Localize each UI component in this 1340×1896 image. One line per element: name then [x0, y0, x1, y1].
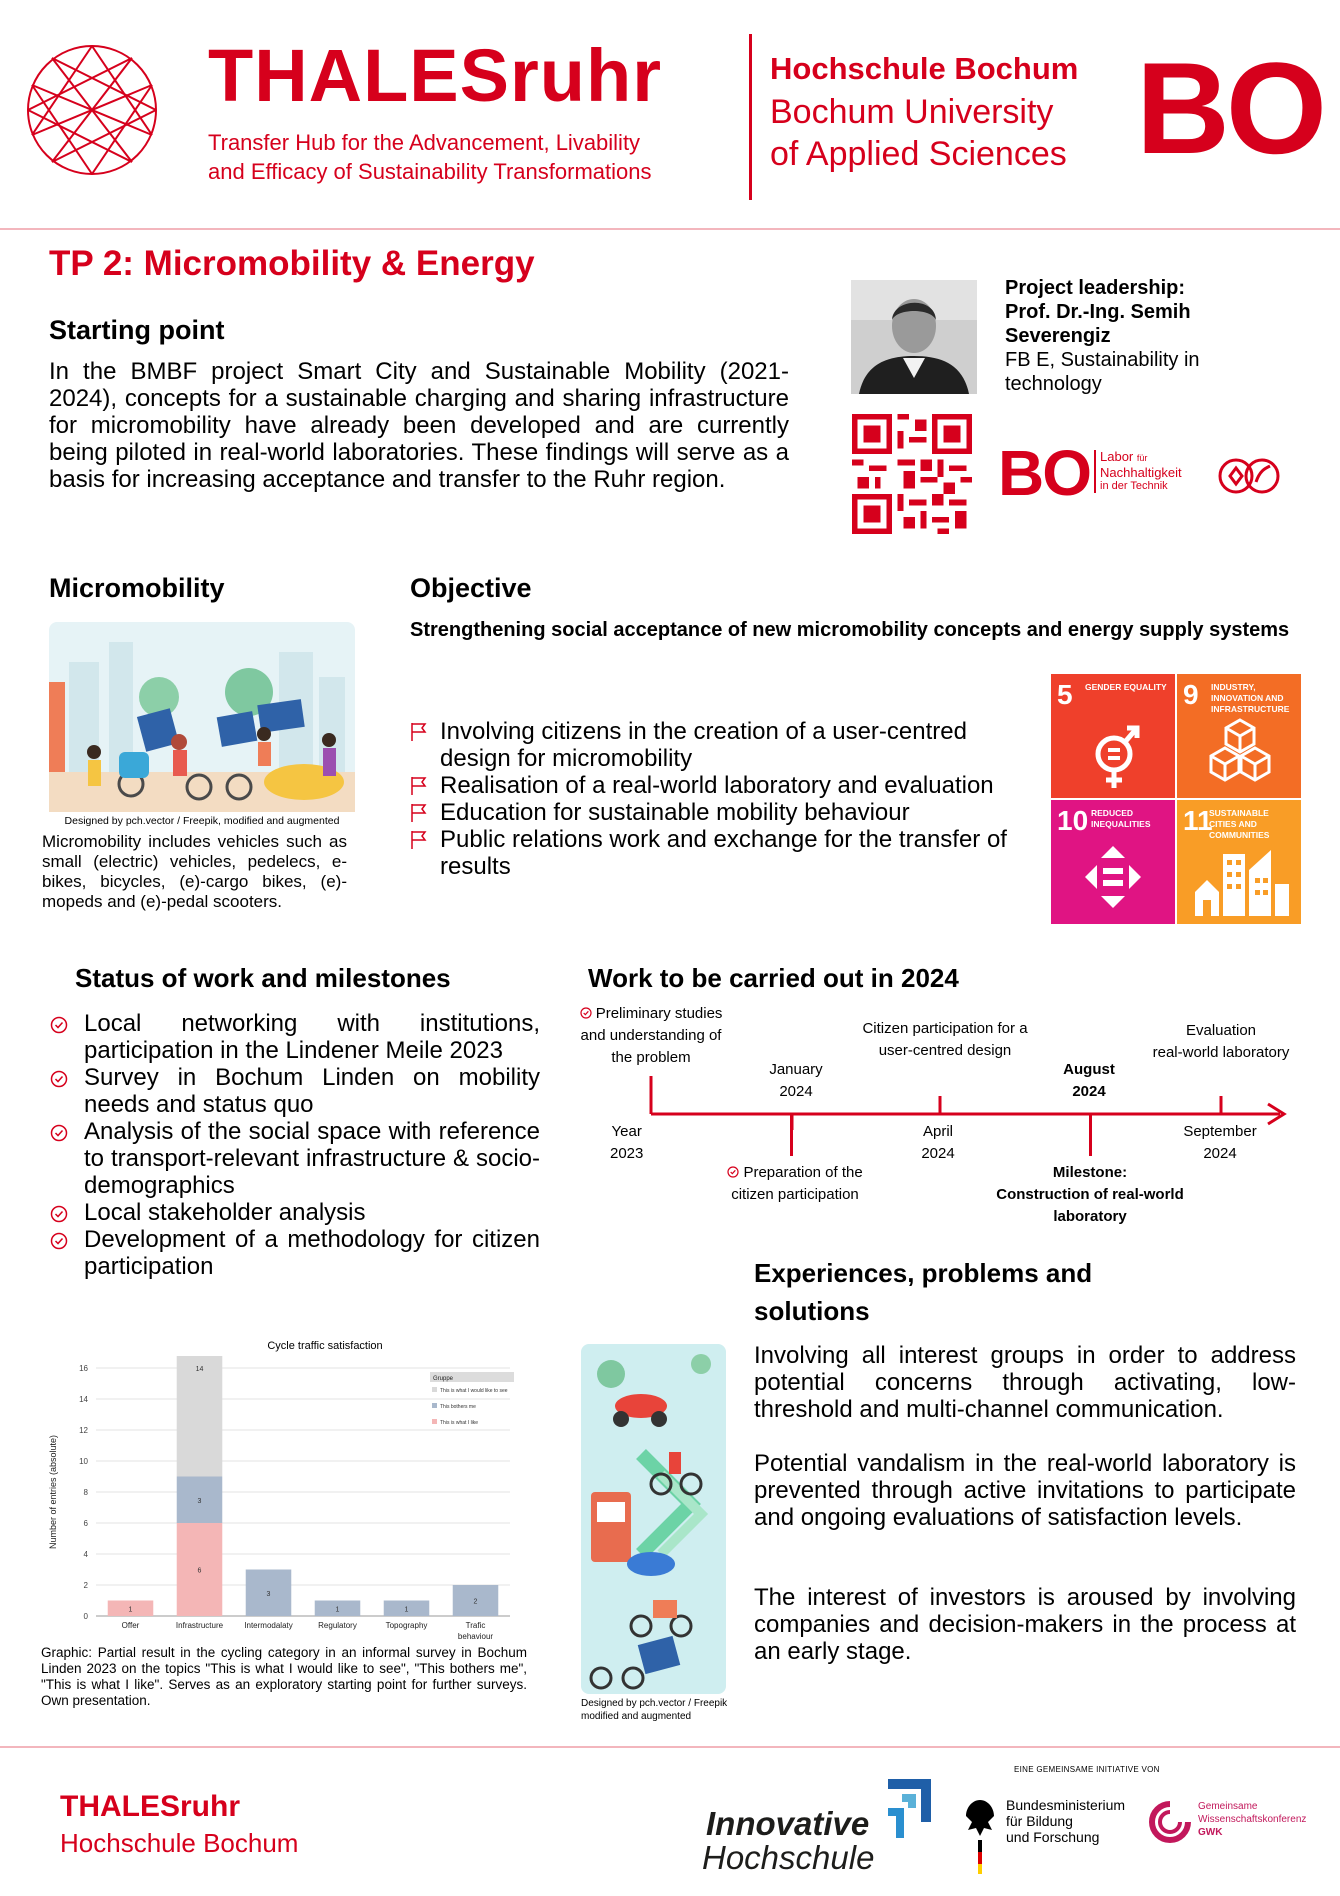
sdg-tile-9: 9 INDUSTRY, INNOVATION AND INFRASTRUCTURE — [1177, 674, 1301, 798]
check-circle-icon — [50, 1016, 68, 1034]
y-tick-label: 0 — [83, 1612, 88, 1621]
experiences-illustration — [581, 1344, 726, 1694]
legend-swatch — [432, 1387, 437, 1392]
university-name-de: Hochschule Bochum — [770, 51, 1079, 86]
ih-arrow-icon — [882, 1778, 942, 1842]
bar-data-label: 1 — [335, 1606, 340, 1614]
lab-name-fuer: für — [1136, 453, 1148, 463]
bmbf-name: Bundesministerium für Bildung und Forschung — [1006, 1797, 1126, 1845]
objective-item: Public relations work and exchange for the transfer of results — [410, 826, 1030, 880]
federal-eagle-icon — [962, 1796, 998, 1876]
qr-code[interactable] — [852, 414, 972, 534]
lab-name-2: Nachhaltigkeit — [1100, 465, 1182, 480]
leader-name-2: Severengiz — [1005, 325, 1111, 347]
objective-item: Involving citizens in the creation of a user-centred design for micromobility — [410, 718, 1030, 772]
status-item: Local stakeholder analysis — [50, 1199, 540, 1226]
header-divider — [749, 34, 752, 200]
bar-data-label: 6 — [197, 1567, 202, 1575]
cubes-icon — [1207, 716, 1273, 786]
status-item: Development of a methodology for citizen participation — [50, 1226, 540, 1280]
initiative-label: EINE GEMEINSAME INITIATIVE VON — [1014, 1765, 1160, 1774]
x-tick-label: behaviour — [457, 1632, 494, 1641]
gwk-name: Gemeinsame Wissenschaftskonferenz GWK — [1198, 1801, 1307, 1838]
legend-entry: This bothers me — [440, 1404, 476, 1410]
gender-symbol-icon — [1087, 716, 1141, 790]
experiences-paragraph-2: Potential vandalism in the real-world laboratory is prevented through active invitations to participate and ongoing evaluations of satisfaction levels. — [754, 1450, 1296, 1531]
check-circle-icon — [50, 1070, 68, 1088]
cycle-satisfaction-chart — [40, 1356, 540, 1654]
innovative-hochschule-logo — [702, 1778, 942, 1878]
portrait-photo — [851, 280, 977, 394]
footer-brand: THALESruhr — [60, 1790, 240, 1823]
chart-caption: Graphic: Partial result in the cycling category in an informal survey in Bochum Linden 2023 on the topics "This is what I would like to see", "This bothers me", "This is what I like". Serves as an exploratory starting point for further surveys. Own presentation. — [41, 1645, 527, 1708]
brand-title: THALESruhr — [208, 34, 662, 117]
timeline-august: August 2024 — [1063, 1061, 1115, 1100]
university-name-en-1: Bochum University — [770, 93, 1054, 131]
lab-bo-logo: BO — [998, 437, 1090, 509]
y-tick-label: 12 — [79, 1426, 88, 1435]
x-tick-label: Infrastructure — [175, 1621, 224, 1630]
check-circle-icon — [50, 1124, 68, 1142]
sdg-tile-11: 11 SUSTAINABLE CITIES AND COMMUNITIES — [1177, 800, 1301, 924]
starting-point-text: In the BMBF project Smart City and Sustainable Mobility (2021-2024), concepts for a sustainable charging and sharing infrastructure for micromobility have already been developed and are currently being piloted in real-world laboratories. These findings will serve as a basis for increasing acceptance and transfer to the Ruhr region. — [49, 358, 789, 493]
micromobility-illustration-credit: Designed by pch.vector / Freepik, modified and augmented — [64, 815, 340, 827]
timeline-preparation: Preparation of the citizen participation — [700, 1162, 890, 1206]
ih-word-2: Hochschule — [702, 1839, 875, 1876]
sdg-tile-10: 10 REDUCED INEQUALITIES — [1051, 800, 1175, 924]
lab-name-3: in der Technik — [1100, 480, 1168, 492]
leader-dept-2: technology — [1005, 373, 1102, 395]
legend-entry: This is what I like — [440, 1420, 479, 1426]
y-tick-label: 14 — [79, 1395, 88, 1404]
legend-swatch — [432, 1419, 437, 1424]
flag-icon — [410, 722, 428, 742]
y-tick-label: 16 — [79, 1364, 88, 1373]
sustainability-symbol-icon — [1216, 450, 1282, 502]
flag-icon — [410, 776, 428, 796]
footer-university: Hochschule Bochum — [60, 1828, 299, 1858]
experiences-heading: Experiences, problems and solutions — [754, 1258, 1093, 1326]
objective-item: Realisation of a real-world laboratory and evaluation — [410, 772, 1030, 799]
x-tick-label: Intermodalaty — [244, 1621, 293, 1630]
leadership-heading: Project leadership: — [1005, 277, 1186, 299]
status-item: Survey in Bochum Linden on mobility needs and status quo — [50, 1064, 540, 1118]
bar-data-label: 3 — [266, 1590, 271, 1598]
y-tick-label: 2 — [83, 1581, 88, 1590]
bar-segment — [177, 1356, 223, 1477]
footer-separator — [0, 1746, 1340, 1748]
micromobility-heading: Micromobility — [49, 573, 225, 603]
bar-data-label: 2 — [473, 1598, 478, 1606]
x-tick-label: Offer — [121, 1621, 140, 1630]
experiences-paragraph-1: Involving all interest groups in order to address potential concerns through activating, low-threshold and multi-channel communication. — [754, 1342, 1296, 1423]
y-tick-label: 10 — [79, 1457, 88, 1466]
timeline-september: September 2024 — [1183, 1123, 1257, 1162]
y-tick-label: 6 — [83, 1519, 88, 1528]
bar-data-label: 14 — [195, 1366, 204, 1373]
leader-name-1: Prof. Dr.-Ing. Semih — [1005, 301, 1191, 323]
status-heading: Status of work and milestones — [75, 963, 451, 993]
gwk-logo-icon — [1148, 1800, 1192, 1844]
micromobility-illustration — [49, 622, 355, 812]
legend-entry: This is what I would like to see — [440, 1388, 508, 1394]
x-tick-label: Trafic — [465, 1621, 486, 1630]
check-circle-icon — [727, 1166, 739, 1178]
bar-data-label: 1 — [404, 1606, 409, 1614]
brand-tagline-line-1: Transfer Hub for the Advancement, Livability — [208, 130, 641, 155]
timeline-april: April 2024 — [921, 1123, 955, 1162]
y-tick-label: 8 — [83, 1488, 88, 1497]
equality-arrows-icon — [1083, 844, 1143, 910]
objective-heading: Objective — [410, 573, 532, 603]
timeline-prelim: Preliminary studies and understanding of the problem — [580, 1005, 723, 1066]
experiences-paragraph-3: The interest of investors is aroused by involving companies and decision-makers in the process at an early stage. — [754, 1584, 1296, 1665]
legend-title: Gruppe — [433, 1376, 454, 1382]
x-tick-label: Regulatory — [318, 1621, 357, 1630]
sdg-tile-5: 5 GENDER EQUALITY — [1051, 674, 1175, 798]
timeline-milestone: Milestone: Construction of real-world laboratory — [996, 1164, 1184, 1225]
legend-swatch — [432, 1403, 437, 1408]
flag-icon — [410, 803, 428, 823]
starting-point-heading: Starting point — [49, 315, 225, 345]
experiences-illustration-credit: Designed by pch.vector / Freepik modified and augmented — [581, 1698, 728, 1722]
flag-icon — [410, 830, 428, 850]
header — [0, 0, 1340, 226]
ih-word-1: Innovative — [706, 1805, 870, 1842]
objective-lead: Strengthening social acceptance of new micromobility concepts and energy supply systems — [410, 619, 1290, 641]
lab-name — [1094, 450, 1200, 493]
check-circle-icon — [50, 1232, 68, 1250]
bo-logo: BO — [1136, 35, 1323, 181]
micromobility-text: Micromobility includes vehicles such as small (electric) vehicles, pedelecs, e-bikes, bicycles, (e)-cargo bikes, (e)-mopeds and (e)-pedal scooters. — [42, 832, 347, 911]
timeline-tick-aug — [1089, 1114, 1092, 1156]
status-item: Local networking with institutions, participation in the Lindener Meile 2023 — [50, 1010, 540, 1064]
objective-item: Education for sustainable mobility behaviour — [410, 799, 1030, 826]
timeline-year-2023: Year 2023 — [610, 1123, 644, 1162]
page-title: TP 2: Micromobility & Energy — [49, 244, 535, 283]
lab-name-1: Labor — [1100, 449, 1134, 464]
work2024-heading: Work to be carried out in 2024 — [588, 963, 959, 993]
y-axis-label: Number of entries (absolute) — [48, 1434, 58, 1550]
chart-title: Cycle traffic satisfaction — [267, 1340, 383, 1352]
status-item: Analysis of the social space with reference to transport-relevant infrastructure & socio-demographics — [50, 1118, 540, 1199]
header-separator — [0, 228, 1340, 230]
check-circle-icon — [50, 1205, 68, 1223]
timeline-january: January 2024 — [769, 1061, 823, 1100]
objective-list — [410, 718, 1030, 880]
leader-dept-1: FB E, Sustainability in — [1005, 349, 1200, 371]
brand-tagline-line-2: and Efficacy of Sustainability Transformations — [208, 159, 652, 184]
timeline-tick-jan — [790, 1114, 793, 1156]
check-circle-icon — [580, 1007, 592, 1019]
timeline-evaluation: Evaluation real-world laboratory — [1152, 1022, 1290, 1061]
timeline-citizen: Citizen participation for a user-centred design — [862, 1020, 1028, 1059]
thalesruhr-globe-logo — [22, 40, 162, 180]
status-list — [50, 1010, 540, 1280]
city-buildings-icon — [1191, 840, 1291, 918]
bar-data-label: 3 — [197, 1497, 202, 1505]
bar-data-label: 1 — [128, 1606, 133, 1614]
university-name-en-2: of Applied Sciences — [770, 135, 1067, 173]
x-tick-label: Topography — [385, 1621, 428, 1630]
y-tick-label: 4 — [83, 1550, 88, 1559]
